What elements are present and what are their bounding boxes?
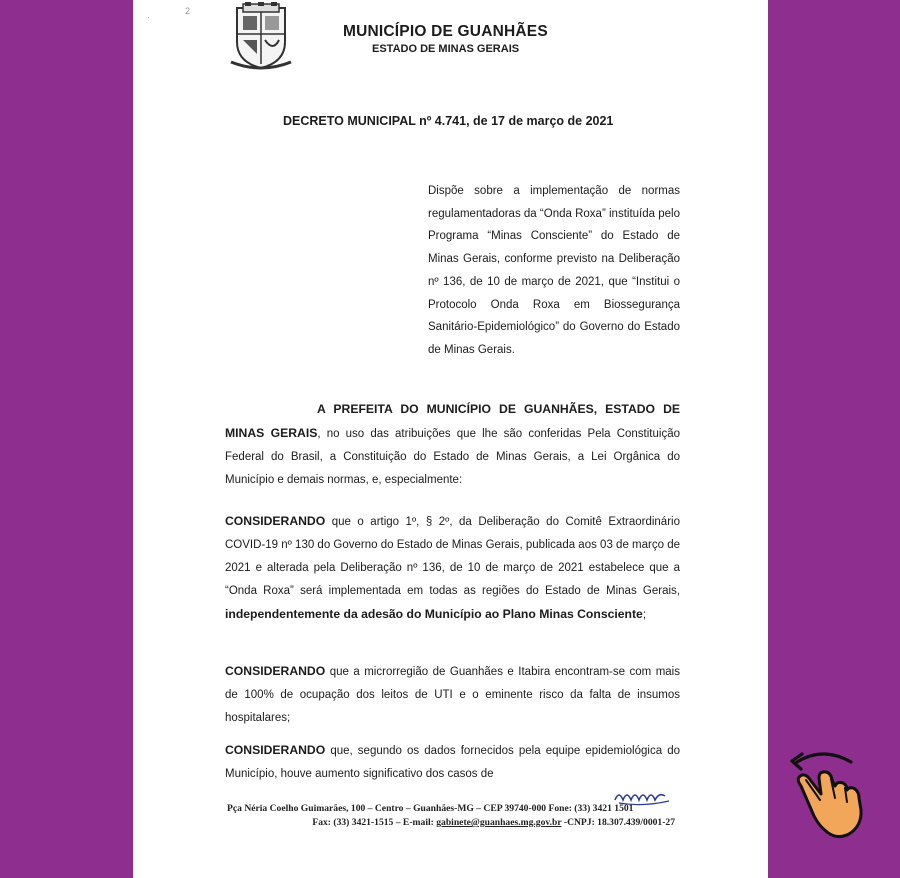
considerando-emphasis: independentemente da adesão do Município ao Plano Minas Consciente [225,607,643,621]
footer-email-link[interactable]: gabinete@guanhaes.mg.gov.br [436,817,562,828]
considerando-1 [225,510,680,627]
decree-title: DECRETO MUNICIPAL nº 4.741, de 17 de março de 2021 [283,114,614,128]
footer-address: Pça Néria Coelho Guimarães, 100 – Centro – Guanhães-MG – CEP 39740-000 Fone: (33) 3421 1501 [227,803,634,814]
considerando-2 [225,660,680,730]
considerando-lead: CONSIDERANDO [225,514,326,528]
considerando-text: que, segundo os dados fornecidos pela equipe epidemiológica do Município, houve aumento significativo dos casos de [225,745,680,780]
document-page [133,0,768,878]
municipality-title: MUNICÍPIO DE GUANHÃES [343,23,548,40]
footer-fax: Fax: (33) 3421-1515 – E-mail: [312,817,437,828]
considerando-text: que o artigo 1º, § 2º, da Deliberação do Comitê Extraordinário COVID-19 nº 130 do Governo do Estado de Minas Gerais, publicada aos 03 de março de 2021 e alterada pela Deliberação nº 136, de 10 de março de 2021 estabelece que a “Onda Roxa” será implementada em todas as regiões do Estado de Minas Gerais, [225,516,680,597]
state-subtitle: ESTADO DE MINAS GERAIS [372,43,520,55]
municipal-crest-icon [229,2,293,70]
footer-contact [227,816,697,830]
considerando-lead: CONSIDERANDO [225,743,326,757]
considerando-text: que a microrregião de Guanhães e Itabira encontram-se com mais de 100% de ocupação dos leitos de UTI e o eminente risco da falta de insumos hospitalares; [225,666,680,724]
authority-heading: A PREFEITA DO MUNICÍPIO DE GUANHÃES, ESTADO DE MINAS GERAIS [225,402,680,440]
document-footer [227,802,697,830]
swipe-hand-icon [789,748,873,842]
intro-text: , no uso das atribuições que lhe são conferidas Pela Constituição Federal do Brasil, a Constituição do Estado de Minas Gerais, a Lei Orgânica do Município e demais normas, e, especialmente: [225,428,680,486]
considerando-3 [225,739,680,786]
scan-mark: · [147,12,150,22]
considerando-lead: CONSIDERANDO [225,664,326,678]
page-tick: 2 [185,6,191,16]
intro-paragraph [225,398,680,492]
ementa-paragraph: Dispõe sobre a implementação de normas regulamentadoras da “Onda Roxa” instituída pelo Programa “Minas Consciente” do Estado de Minas Gerais, conforme previsto na Deliberação nº 136, de 10 de março de 2021, que “Institui o Protocolo Onda Roxa em Biossegurança Sanitário-Epidemiológico” do Governo do Estado de Minas Gerais. [428,185,680,356]
considerando-end: ; [642,609,647,621]
footer-cnpj: -CNPJ: 18.307.439/0001-27 [561,817,675,828]
